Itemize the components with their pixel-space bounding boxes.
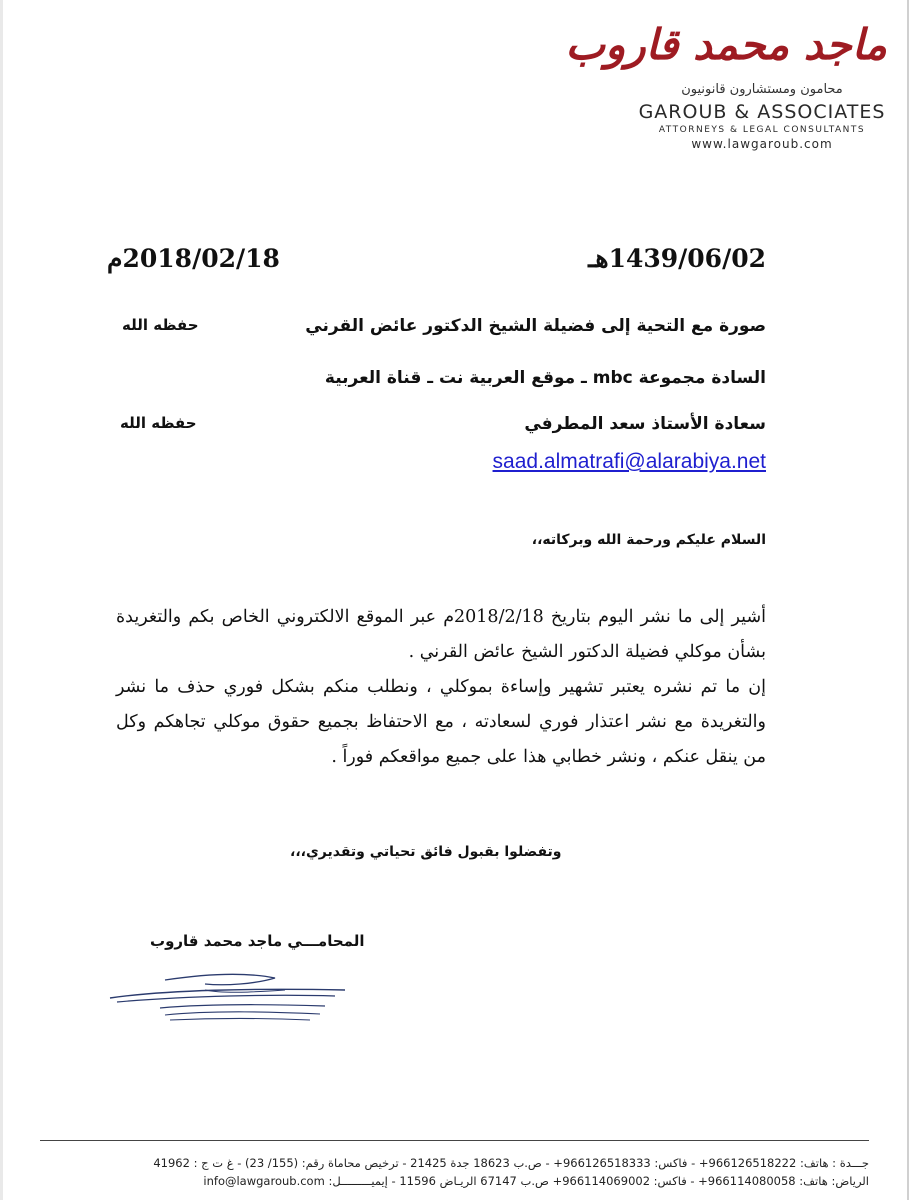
email-link[interactable]: saad.almatrafi@alarabiya.net	[492, 450, 766, 473]
body-paragraph-1: أشير إلى ما نشر اليوم بتاريخ 2018/2/18م عبر الموقع الالكتروني الخاص بكم والتغريدة بشأن موكلي فضيلة الدكتور الشيخ عائض القرني .	[116, 607, 766, 662]
logo-script-arabic: ماجد محمد قاروب	[565, 20, 887, 69]
firm-tagline: ATTORNEYS & LEGAL CONSULTANTS	[658, 125, 866, 135]
date-gregorian: 2018/02/18م	[107, 244, 280, 273]
addressee-line-1: صورة مع التحية إلى فضيلة الشيخ الدكتور عائض القرني	[305, 316, 766, 336]
addressee-line-2: السادة مجموعة mbc ـ موقع العربية نت ـ قناة العربية	[324, 368, 766, 388]
closing-line: وتفضلوا بقبول فائق تحياتي وتقديري،،،	[290, 844, 562, 860]
honorific-1: حفظه الله	[122, 316, 199, 334]
firm-website: www.lawgaroub.com	[691, 137, 833, 151]
honorific-3: حفظه الله	[120, 414, 197, 432]
addressee-line-3: سعادة الأستاذ سعد المطرفي	[524, 414, 766, 434]
firm-name: GAROUB & ASSOCIATES	[638, 101, 886, 123]
handwritten-signature	[105, 960, 355, 1030]
signer-name: المحامـــي ماجد محمد قاروب	[150, 932, 365, 950]
letter-body	[116, 600, 766, 775]
page-edge-left	[0, 0, 3, 1200]
letterhead	[565, 14, 887, 151]
logo-subtitle-arabic: محامون ومستشارون قانونيون	[681, 82, 843, 97]
body-paragraph-2: إن ما تم نشره يعتبر تشهير وإساءة بموكلي ، ونطلب منكم بشكل فوري حذف ما نشر والتغريدة مع نشر اعتذار فوري لسعادته ، مع الاحتفاظ بجميع حقوق موكلي تجاهكم وكل من ينقل عنكم ، ونشر خطابي هذا على جميع مواقعكم فوراً .	[116, 677, 766, 767]
greeting: السلام عليكم ورحمة الله وبركاته،،	[531, 532, 766, 548]
footer-riyadh-contact: الرياض: هاتف: 966114080058+ - فاكس: 966114069002+ ص.ب 67147 الريـاض 11596 - إيميـــــــــل: info@lawgaroub.com	[203, 1174, 869, 1188]
footer-divider	[40, 1140, 869, 1141]
footer-jeddah-contact: جـــدة : هاتف: 966126518222+ - فاكس: 966126518333+ - ص.ب 18623 جدة 21425 - ترخيص محاماة رقم: (155/ 23) - غ ت ج : 41962	[153, 1156, 869, 1170]
date-hijri: 1439/06/02هـ	[588, 244, 766, 273]
